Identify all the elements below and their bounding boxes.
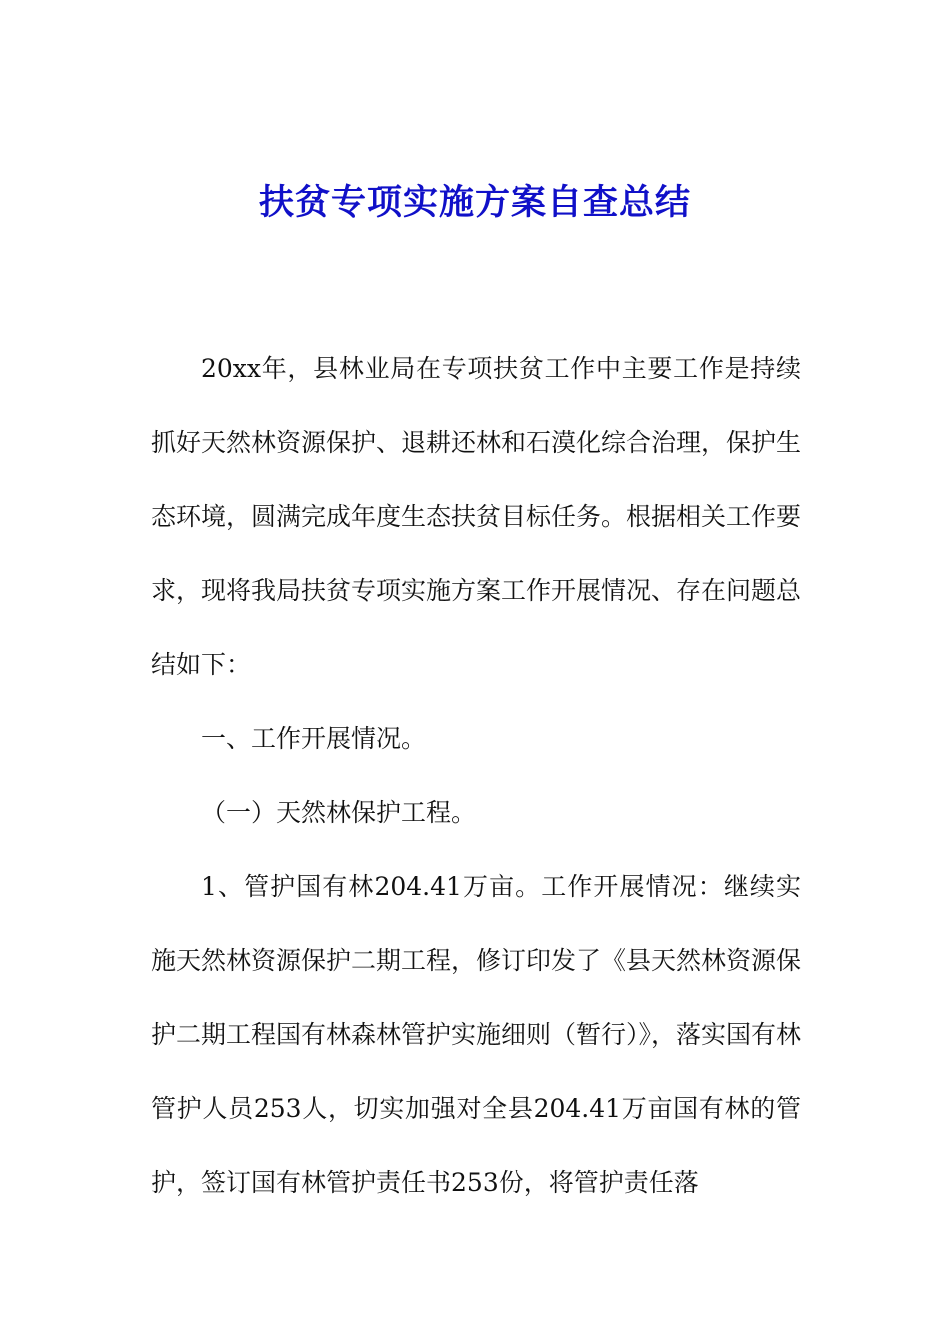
- subsection-heading-1: （一）天然林保护工程。: [201, 798, 477, 827]
- section-heading-1: 一、工作开展情况。: [201, 724, 427, 753]
- document-body: [151, 332, 801, 1220]
- paragraph-intro: 20xx年，县林业局在专项扶贫工作中主要工作是持续抓好天然林资源保护、退耕还林和石漠化综合治理，保护生态环境，圆满完成年度生态扶贫目标任务。根据相关工作要求，现将我局扶贫专项实施方案工作开展情况、存在问题总结如下：: [151, 354, 802, 679]
- paragraph-item-1: 1、管护国有林204.41万亩。工作开展情况：继续实施天然林资源保护二期工程，修订印发了《县天然林资源保护二期工程国有林森林管护实施细则（暂行）》，落实国有林管护人员253人，切实加强对全县204.41万亩国有林的管护，签订国有林管护责任书253份，将管护责任落: [151, 872, 802, 1197]
- document-title: 扶贫专项实施方案自查总结: [258, 182, 691, 223]
